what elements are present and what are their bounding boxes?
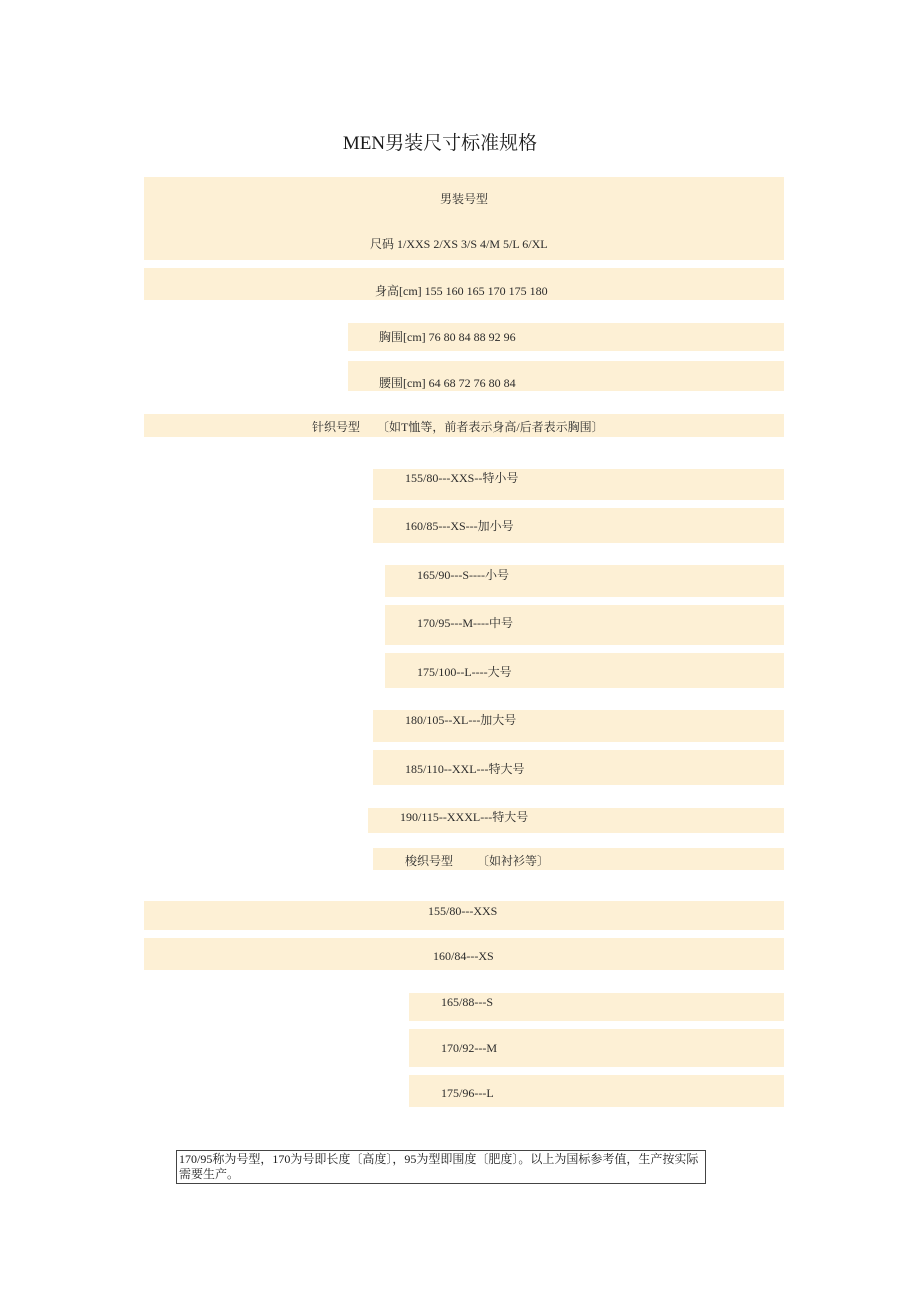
size-chart-header-band xyxy=(144,177,784,260)
knit-heading-label: 针织号型 xyxy=(312,420,361,434)
knit-item xyxy=(373,710,784,742)
woven-item xyxy=(144,938,784,970)
knit-item-label: 175/100--L----大号 xyxy=(417,665,512,679)
woven-item-label: 170/92---M xyxy=(441,1041,497,1055)
footnote-box: 170/95称为号型，170为号即长度〔高度〕，95为型即围度〔肥度〕。以上为国标参考值，生产按实际需要生产。 xyxy=(176,1150,706,1184)
knit-item-label: 165/90---S----小号 xyxy=(417,568,509,582)
knit-item xyxy=(373,508,784,543)
knit-item-label: 190/115--XXXL---特大号 xyxy=(400,810,529,824)
knit-item-label: 160/85---XS---加小号 xyxy=(405,519,514,533)
knit-item-label: 155/80---XXS--特小号 xyxy=(405,471,519,485)
waist-row: 腰围[cm] 64 68 72 76 80 84 xyxy=(379,376,516,390)
waist-row-band xyxy=(348,361,784,391)
chest-row: 胸围[cm] 76 80 84 88 92 96 xyxy=(379,330,516,344)
page-title: MEN男装尺寸标准规格 xyxy=(342,133,538,154)
woven-item-label: 160/84---XS xyxy=(433,949,494,963)
knit-item xyxy=(368,808,784,833)
woven-item-label: 155/80---XXS xyxy=(428,904,498,918)
knit-item-label: 170/95---M----中号 xyxy=(417,616,513,630)
woven-item xyxy=(409,1075,784,1107)
knit-item xyxy=(385,565,784,597)
chest-row-band xyxy=(348,323,784,351)
size-chart-header: 男装号型 xyxy=(440,192,489,206)
knit-item-label: 185/110--XXL---特大号 xyxy=(405,762,525,776)
woven-item xyxy=(409,1029,784,1067)
woven-item-label: 175/96---L xyxy=(441,1086,494,1100)
knit-item xyxy=(373,750,784,785)
woven-heading-note: 〔如衬衫等〕 xyxy=(477,854,550,868)
knit-item xyxy=(373,469,784,500)
knit-item xyxy=(385,605,784,645)
height-row: 身高[cm] 155 160 165 170 175 180 xyxy=(375,284,548,298)
knit-heading-note: 〔如T恤等，前者表示身高/后者表示胸围〕 xyxy=(377,420,604,434)
woven-heading-label: 梭织号型 xyxy=(405,854,454,868)
knit-heading-band xyxy=(144,414,784,437)
woven-heading-band xyxy=(373,848,784,870)
woven-item xyxy=(144,901,784,930)
height-row-band xyxy=(144,268,784,300)
knit-item xyxy=(385,653,784,688)
size-row: 尺码 1/XXS 2/XS 3/S 4/M 5/L 6/XL xyxy=(370,237,548,251)
woven-item xyxy=(409,993,784,1021)
woven-item-label: 165/88---S xyxy=(441,995,493,1009)
knit-item-label: 180/105--XL---加大号 xyxy=(405,713,517,727)
